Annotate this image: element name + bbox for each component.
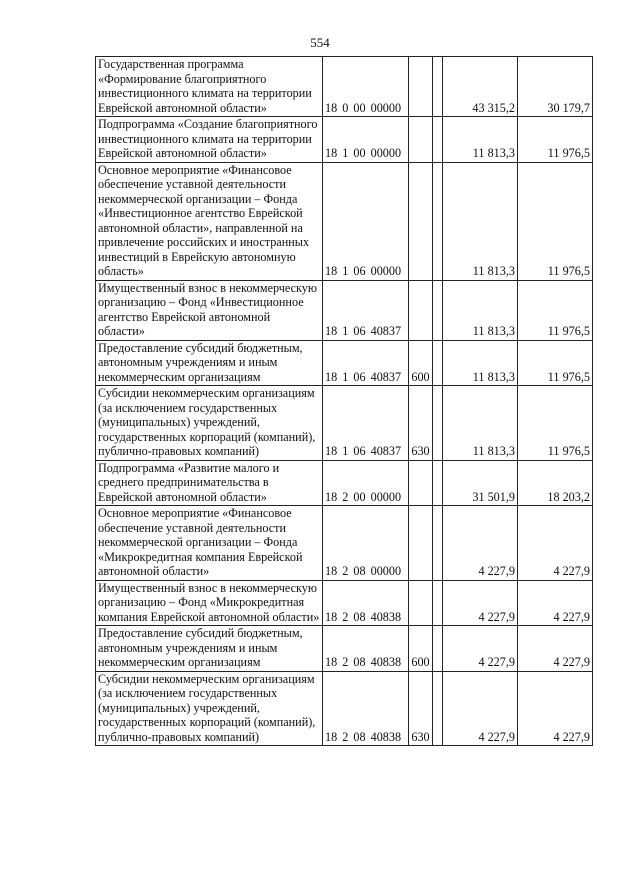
- table-row: [96, 280, 593, 340]
- row-code-cell: 18 1 06 00000: [323, 162, 409, 280]
- row-empty-cell: [433, 626, 443, 672]
- row-empty-cell: [433, 671, 443, 746]
- row-code-cell: 18 1 06 40837: [323, 280, 409, 340]
- row-code-cell: 18 2 00 00000: [323, 460, 409, 506]
- row-name-cell: Предоставление субсидий бюджетным, автономным учреждениям и иным некоммерческим организациям: [96, 626, 323, 672]
- row-empty-cell: [433, 162, 443, 280]
- row-empty-cell: [433, 117, 443, 163]
- row-expense-type-cell: 600: [409, 626, 433, 672]
- row-expense-type-cell: 630: [409, 671, 433, 746]
- table-row: [96, 460, 593, 506]
- row-expense-type-cell: [409, 117, 433, 163]
- row-name-cell: Предоставление субсидий бюджетным, автономным учреждениям и иным некоммерческим организациям: [96, 340, 323, 386]
- row-amount-year1-cell: 11 813,3: [443, 280, 518, 340]
- row-name-cell: Государственная программа «Формирование благоприятного инвестиционного климата на территории Еврейской автономной области»: [96, 57, 323, 117]
- row-expense-type-cell: [409, 57, 433, 117]
- row-amount-year1-cell: 31 501,9: [443, 460, 518, 506]
- table-row: [96, 162, 593, 280]
- row-expense-type-cell: 630: [409, 386, 433, 461]
- row-amount-year1-cell: 4 227,9: [443, 626, 518, 672]
- row-code-cell: 18 2 08 40838: [323, 626, 409, 672]
- row-expense-type-cell: [409, 506, 433, 581]
- budget-table: [95, 56, 593, 746]
- row-code-cell: 18 2 08 40838: [323, 671, 409, 746]
- row-name-cell: Подпрограмма «Развитие малого и среднего предпринимательства в Еврейской автономной области»: [96, 460, 323, 506]
- row-empty-cell: [433, 580, 443, 626]
- row-code-cell: 18 1 00 00000: [323, 117, 409, 163]
- table-row: [96, 626, 593, 672]
- row-amount-year2-cell: 11 976,5: [518, 117, 593, 163]
- row-amount-year2-cell: 18 203,2: [518, 460, 593, 506]
- row-amount-year2-cell: 11 976,5: [518, 340, 593, 386]
- table-row: [96, 386, 593, 461]
- row-name-cell: Основное мероприятие «Финансовое обеспечение уставной деятельности некоммерческой организации – Фонда «Инвестиционное агентство Еврейской автономной области», направленной на привлечение российских и иностранных инвестиций в Еврейскую автономную область»: [96, 162, 323, 280]
- row-code-cell: 18 1 06 40837: [323, 340, 409, 386]
- row-amount-year1-cell: 4 227,9: [443, 671, 518, 746]
- row-name-cell: Имущественный взнос в некоммерческую организацию – Фонд «Инвестиционное агентство Еврейской автономной области»: [96, 280, 323, 340]
- row-name-cell: Имущественный взнос в некоммерческую организацию – Фонд «Микрокредитная компания Еврейской автономной области»: [96, 580, 323, 626]
- table-row: [96, 580, 593, 626]
- row-expense-type-cell: [409, 162, 433, 280]
- table-row: [96, 340, 593, 386]
- row-amount-year1-cell: 11 813,3: [443, 162, 518, 280]
- row-amount-year2-cell: 11 976,5: [518, 386, 593, 461]
- row-name-cell: Основное мероприятие «Финансовое обеспечение уставной деятельности некоммерческой организации – Фонда «Микрокредитная компания Еврейской автономной области»: [96, 506, 323, 581]
- row-amount-year1-cell: 11 813,3: [443, 386, 518, 461]
- row-empty-cell: [433, 340, 443, 386]
- row-expense-type-cell: [409, 580, 433, 626]
- row-amount-year1-cell: 11 813,3: [443, 340, 518, 386]
- row-code-cell: 18 2 08 00000: [323, 506, 409, 581]
- row-amount-year2-cell: 11 976,5: [518, 162, 593, 280]
- row-amount-year2-cell: 4 227,9: [518, 671, 593, 746]
- row-amount-year1-cell: 4 227,9: [443, 506, 518, 581]
- row-expense-type-cell: 600: [409, 340, 433, 386]
- table-row: [96, 506, 593, 581]
- row-amount-year1-cell: 11 813,3: [443, 117, 518, 163]
- budget-table-body: [96, 57, 593, 746]
- row-amount-year2-cell: 30 179,7: [518, 57, 593, 117]
- row-amount-year2-cell: 4 227,9: [518, 506, 593, 581]
- row-empty-cell: [433, 506, 443, 581]
- row-amount-year2-cell: 4 227,9: [518, 626, 593, 672]
- row-expense-type-cell: [409, 280, 433, 340]
- row-empty-cell: [433, 280, 443, 340]
- row-name-cell: Подпрограмма «Создание благоприятного инвестиционного климата на территории Еврейской автономной области»: [96, 117, 323, 163]
- row-name-cell: Субсидии некоммерческим организациям (за исключением государственных (муниципальных) учреждений, государственных корпораций (компаний), публично-правовых компаний): [96, 386, 323, 461]
- row-amount-year2-cell: 11 976,5: [518, 280, 593, 340]
- table-row: [96, 671, 593, 746]
- row-empty-cell: [433, 386, 443, 461]
- row-name-cell: Субсидии некоммерческим организациям (за исключением государственных (муниципальных) учреждений, государственных корпораций (компаний), публично-правовых компаний): [96, 671, 323, 746]
- table-row: [96, 117, 593, 163]
- row-code-cell: 18 0 00 00000: [323, 57, 409, 117]
- row-amount-year1-cell: 4 227,9: [443, 580, 518, 626]
- row-amount-year2-cell: 4 227,9: [518, 580, 593, 626]
- row-empty-cell: [433, 57, 443, 117]
- row-code-cell: 18 2 08 40838: [323, 580, 409, 626]
- page-number: 554: [310, 35, 330, 50]
- row-expense-type-cell: [409, 460, 433, 506]
- row-amount-year1-cell: 43 315,2: [443, 57, 518, 117]
- row-code-cell: 18 1 06 40837: [323, 386, 409, 461]
- row-empty-cell: [433, 460, 443, 506]
- table-row: [96, 57, 593, 117]
